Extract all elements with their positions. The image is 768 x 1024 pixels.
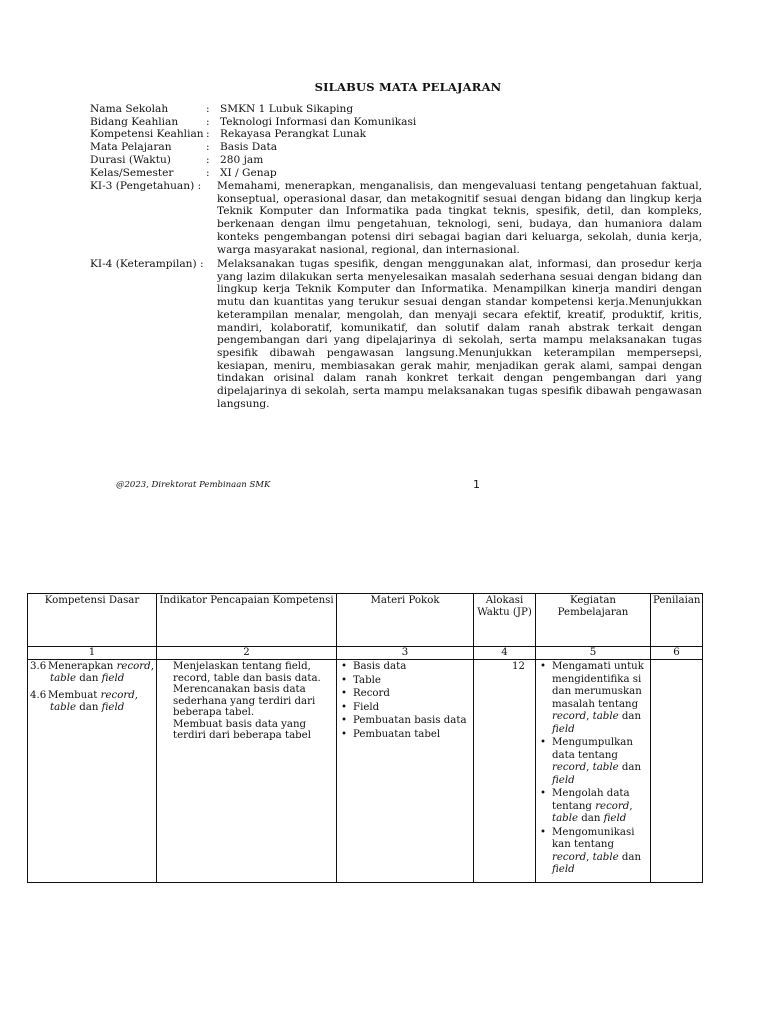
header-alokasi-waktu: Alokasi Waktu (JP) xyxy=(474,594,536,647)
info-label: Durasi (Waktu) xyxy=(90,153,171,166)
info-row-school xyxy=(90,103,702,116)
kd-number: 4.6 xyxy=(30,690,47,701)
info-row-field xyxy=(90,116,702,129)
page-number: 1 xyxy=(473,478,480,491)
header-indikator: Indikator Pencapaian Kompetensi xyxy=(157,594,337,647)
materi-pokok-cell xyxy=(337,660,474,883)
list-item: • Pembuatan tabel xyxy=(339,729,471,742)
indikator-item: Membuat basis data yang terdiri dari beberapa tabel xyxy=(173,718,311,741)
table-number-row xyxy=(28,647,703,660)
info-value: Teknologi Informasi dan Komunikasi xyxy=(220,115,417,128)
ki4-text: Melaksanakan tugas spesifik, dengan menggunakan alat, informasi, dan prosedur kerja yang lazim dilakukan serta menyelesaikan masalah sederhana sesuai dengan bidang dan lingkup kerja Teknik Komputer dan Informatika. Menampilkan kinerja mandiri dengan mutu dan kuantitas yang terukur sesuai dengan standar kompetensi kerja.Menunjukkan keterampilan menalar, mengolah, dan menyaji secara efektif, kreatif, produktif, kritis, mandiri, kolaboratif, komunikatif, dan solutif dalam ranah abstrak terkait dengan pengembangan dari yang dipelajarinya di sekolah, serta mampu melaksanakan tugas spesifik dibawah pengawasan langsung.Menunjukkan keterampilan mempersepsi, kesiapan, meniru, membiasakan gerak mahir, menjadikan gerak alami, sampai dengan tindakan orisinal dalam ranah konkret terkait dengan pengembangan dari yang dipelajarinya di sekolah, serta mampu melaksanakan tugas spesifik dibawah pengawasan langsung. xyxy=(217,258,702,410)
kd-item xyxy=(30,690,154,713)
list-item: • Pembuatan basis data xyxy=(339,715,471,728)
ki3-label: KI-3 (Pengetahuan) : xyxy=(90,180,202,192)
info-value: XI / Genap xyxy=(220,166,277,179)
list-item: • Field xyxy=(339,702,471,715)
kegiatan-list xyxy=(538,661,648,877)
list-item: • Mengolah data tentang record, table dan field xyxy=(538,788,648,826)
info-label: Bidang Keahlian xyxy=(90,115,179,128)
info-label: Nama Sekolah xyxy=(90,103,169,115)
info-row-class xyxy=(90,167,702,180)
list-item: • Mengomunikasi kan tentang record, table dan field xyxy=(538,827,648,877)
header-materi-pokok: Materi Pokok xyxy=(337,594,474,647)
info-colon: : xyxy=(206,153,210,166)
kd-text: Membuat record, table dan field xyxy=(48,690,138,713)
header-kompetensi-dasar: Kompetensi Dasar xyxy=(28,594,157,647)
list-item: • Mengumpulkan data tentang record, table dan field xyxy=(538,737,648,787)
list-item: • Mengamati untuk mengidentifika si dan merumuskan masalah tentang record, table dan field xyxy=(538,661,648,736)
info-colon: : xyxy=(206,141,210,154)
list-item: • Record xyxy=(339,688,471,701)
ki3-text: Memahami, menerapkan, menganalisis, dan mengevaluasi tentang pengetahuan faktual, konseptual, operasional dasar, dan metakognitif sesuai dengan bidang dan lingkup kerja Teknik Komputer dan Informatika pada tingkat teknis, spesifik, detil, dan kompleks, berkenaan dengan ilmu pengetahuan, teknologi, seni, budaya, dan humaniora dalam konteks pengembangan potensi diri sebagai bagian dari keluarga, sekolah, dunia kerja, warga masyarakat nasional, regional, dan internasional. xyxy=(217,180,702,256)
info-value: SMKN 1 Lubuk Sikaping xyxy=(220,103,354,115)
kd-number: 3.6 xyxy=(30,661,47,672)
kegiatan-cell xyxy=(536,660,651,883)
ki3-block xyxy=(90,180,702,256)
penilaian-cell xyxy=(651,660,703,883)
list-item: • Basis data xyxy=(339,661,471,674)
info-value: 280 jam xyxy=(220,153,264,166)
column-number: 6 xyxy=(651,647,703,660)
info-row-duration xyxy=(90,154,702,167)
info-colon: : xyxy=(206,128,210,141)
identity-block xyxy=(90,103,702,179)
table-row xyxy=(28,660,703,883)
alokasi-waktu-cell: 12 xyxy=(474,660,536,883)
page-title: SILABUS MATA PELAJARAN xyxy=(314,80,502,94)
info-label: Kelas/Semester xyxy=(90,166,174,179)
info-label: Kompetensi Keahlian xyxy=(90,128,204,141)
kd-text: Menerapkan record, table dan field xyxy=(48,661,154,684)
table-header-row xyxy=(28,594,703,647)
info-row-subject xyxy=(90,141,702,154)
column-number: 4 xyxy=(474,647,536,660)
indikator-item: Menjelaskan tentang field, record, table dan basis data. xyxy=(173,661,321,684)
info-row-competency xyxy=(90,128,702,141)
info-value: Basis Data xyxy=(220,141,278,154)
info-colon: : xyxy=(206,166,210,179)
header-kegiatan: Kegiatan Pembelajaran xyxy=(536,594,651,647)
column-number: 3 xyxy=(337,647,474,660)
footer-copyright: @2023, Direktorat Pembinaan SMK xyxy=(116,480,271,490)
column-number: 1 xyxy=(28,647,157,660)
info-colon: : xyxy=(206,115,210,128)
kd-item xyxy=(30,661,154,684)
syllabus-table xyxy=(27,593,703,883)
indikator-item: Merencanakan basis data sederhana yang terdiri dari beberapa tabel. xyxy=(173,684,316,718)
info-label: Mata Pelajaran xyxy=(90,141,172,154)
kompetensi-dasar-cell xyxy=(28,660,157,883)
column-number: 2 xyxy=(157,647,337,660)
list-item: • Table xyxy=(339,675,471,688)
ki4-label: KI-4 (Keterampilan) : xyxy=(90,258,204,270)
header-penilaian: Penilaian xyxy=(651,594,703,647)
column-number: 5 xyxy=(536,647,651,660)
info-colon: : xyxy=(206,103,210,115)
ki4-block xyxy=(90,258,702,410)
materi-list xyxy=(339,661,471,741)
indikator-cell xyxy=(157,660,337,883)
info-value: Rekayasa Perangkat Lunak xyxy=(220,128,367,141)
